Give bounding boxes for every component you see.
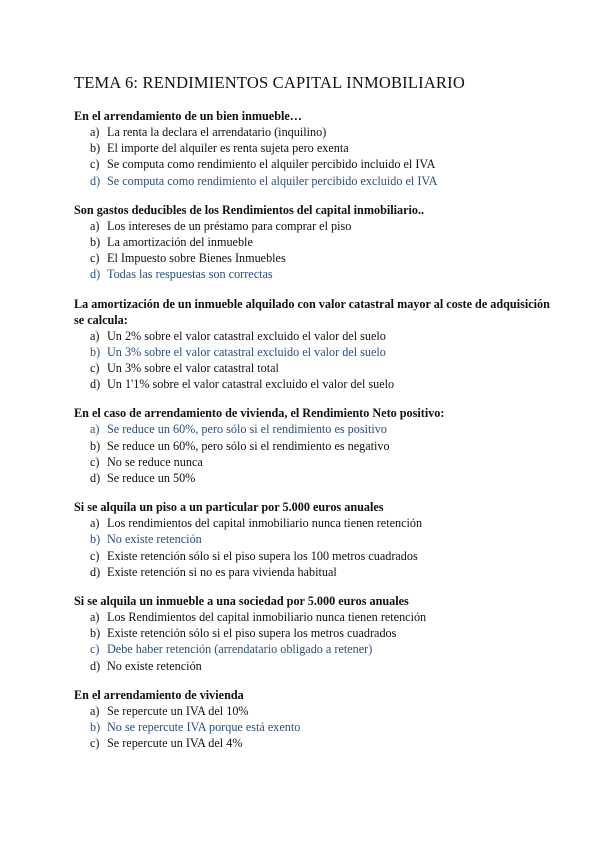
- question-block: [74, 405, 560, 486]
- option-letter: c): [90, 251, 100, 266]
- option-list: [74, 328, 560, 393]
- option-list: [74, 515, 560, 580]
- option-list: [74, 218, 560, 283]
- option-item: [74, 328, 560, 344]
- option-letter: d): [90, 267, 101, 282]
- question-block: [74, 296, 560, 393]
- option-item: [74, 124, 560, 140]
- option-item: [74, 515, 560, 531]
- option-letter: c): [90, 454, 100, 469]
- option-item-correct: [74, 421, 560, 437]
- option-item: [74, 218, 560, 234]
- option-item: [74, 735, 560, 751]
- option-text: Se computa como rendimiento el alquiler percibido incluido el IVA: [107, 157, 436, 172]
- option-text: Existe retención sólo si el piso supera los metros cuadrados: [107, 626, 397, 641]
- option-item: [74, 609, 560, 625]
- option-item: [74, 140, 560, 156]
- question-text: En el arrendamiento de un bien inmueble…: [74, 109, 302, 123]
- option-text: No se reduce nunca: [107, 454, 203, 469]
- option-text: No existe retención: [107, 658, 202, 673]
- option-letter: a): [90, 218, 100, 233]
- question-text: Son gastos deducibles de los Rendimientos del capital inmobiliario..: [74, 202, 425, 217]
- option-item-correct: [74, 719, 560, 735]
- option-letter: a): [90, 610, 100, 625]
- option-text: Un 2% sobre el valor catastral excluido el valor del suelo: [107, 328, 386, 343]
- option-text: Un 3% sobre el valor catastral excluido el valor del suelo: [107, 344, 386, 359]
- option-item-correct: [74, 266, 560, 282]
- option-text: Los intereses de un préstamo para comprar el piso: [107, 218, 352, 233]
- option-text: La renta la declara el arrendatario (inquilino): [107, 125, 327, 139]
- option-item-correct: [74, 173, 560, 189]
- option-letter: b): [90, 720, 101, 735]
- option-item: [74, 376, 560, 392]
- option-list: [74, 124, 560, 189]
- option-text: El importe del alquiler es renta sujeta pero exenta: [107, 141, 349, 156]
- option-item: [74, 548, 560, 564]
- option-item: [74, 454, 560, 470]
- option-list: [74, 609, 560, 674]
- option-letter: d): [90, 658, 101, 673]
- option-letter: a): [90, 422, 100, 437]
- question-text: La amortización de un inmueble alquilado con valor catastral mayor al coste de adquisición se calcula:: [74, 296, 550, 327]
- question-block: [74, 499, 560, 580]
- option-text: Debe haber retención (arrendatario obligado a retener): [107, 642, 373, 657]
- option-item: [74, 658, 560, 674]
- question-list: [74, 108, 560, 751]
- option-text: Todas las respuestas son correctas: [107, 267, 273, 282]
- option-item: [74, 564, 560, 580]
- option-text: Se computa como rendimiento el alquiler percibido excluido el IVA: [107, 173, 438, 188]
- option-text: Los Rendimientos del capital inmobiliario nunca tienen retención: [107, 610, 427, 625]
- option-text: Se reduce un 60%, pero sólo si el rendimiento es positivo: [107, 422, 387, 437]
- page-title: TEMA 6: RENDIMIENTOS CAPITAL INMOBILIARIO: [74, 73, 465, 92]
- option-item: [74, 156, 560, 172]
- question-block: [74, 687, 560, 752]
- option-text: Se repercute un IVA del 10%: [107, 703, 249, 718]
- option-text: No existe retención: [107, 532, 202, 547]
- option-text: La amortización del inmueble: [107, 235, 253, 250]
- option-item-correct: [74, 531, 560, 547]
- option-text: Un 3% sobre el valor catastral total: [107, 361, 279, 376]
- option-list: [74, 421, 560, 486]
- option-text: Existe retención si no es para vivienda habitual: [107, 564, 337, 579]
- option-text: Se repercute un IVA del 4%: [107, 736, 243, 751]
- option-letter: d): [90, 377, 101, 392]
- question-text: En el caso de arrendamiento de vivienda, el Rendimiento Neto positivo:: [74, 406, 445, 421]
- option-letter: b): [90, 626, 101, 641]
- question-text: Si se alquila un inmueble a una sociedad por 5.000 euros anuales: [74, 594, 409, 609]
- option-item: [74, 625, 560, 641]
- option-text: Se reduce un 50%: [107, 471, 196, 486]
- option-letter: d): [90, 471, 101, 486]
- option-text: No se repercute IVA porque está exento: [107, 720, 301, 735]
- question-block: [74, 593, 560, 674]
- option-item-correct: [74, 641, 560, 657]
- option-letter: c): [90, 361, 100, 376]
- option-item: [74, 703, 560, 719]
- option-item: [74, 470, 560, 486]
- option-letter: d): [90, 564, 101, 579]
- option-letter: b): [90, 438, 101, 453]
- question-text: Si se alquila un piso a un particular por 5.000 euros anuales: [74, 500, 384, 515]
- option-item: [74, 234, 560, 250]
- question-text: En el arrendamiento de vivienda: [74, 687, 244, 702]
- option-list: [74, 703, 560, 752]
- option-letter: d): [90, 173, 101, 188]
- option-text: Se reduce un 60%, pero sólo si el rendimiento es negativo: [107, 438, 390, 453]
- option-letter: c): [90, 642, 100, 657]
- option-text: Los rendimientos del capital inmobiliario nunca tienen retención: [107, 516, 423, 531]
- option-letter: c): [90, 548, 100, 563]
- option-letter: a): [90, 516, 100, 531]
- option-text: El Impuesto sobre Bienes Inmuebles: [107, 251, 286, 266]
- option-text: Existe retención sólo si el piso supera los 100 metros cuadrados: [107, 548, 418, 563]
- option-item: [74, 438, 560, 454]
- option-letter: a): [90, 328, 100, 343]
- option-letter: c): [90, 736, 100, 751]
- option-letter: b): [90, 344, 101, 359]
- option-letter: b): [90, 141, 101, 156]
- option-letter: a): [90, 125, 100, 139]
- option-text: Un 1'1% sobre el valor catastral excluido el valor del suelo: [107, 377, 395, 392]
- option-letter: c): [90, 157, 100, 172]
- option-item-correct: [74, 344, 560, 360]
- question-block: [74, 108, 560, 189]
- option-letter: b): [90, 235, 101, 250]
- option-letter: b): [90, 532, 101, 547]
- question-block: [74, 202, 560, 283]
- option-item: [74, 250, 560, 266]
- option-letter: a): [90, 703, 100, 718]
- option-item: [74, 360, 560, 376]
